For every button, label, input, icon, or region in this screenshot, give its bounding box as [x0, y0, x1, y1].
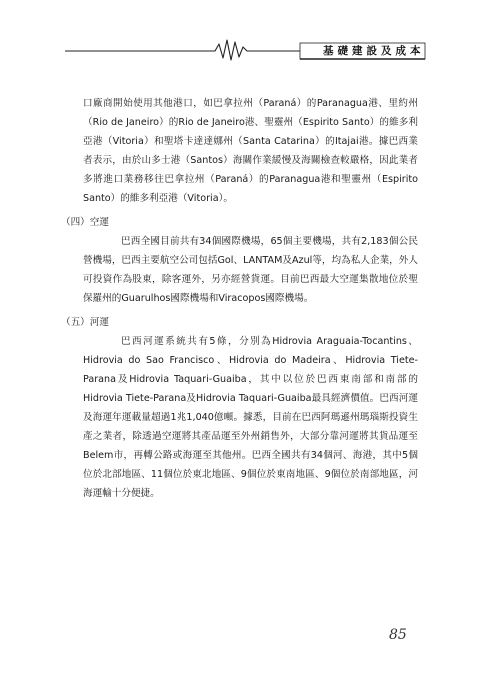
running-header [0, 30, 480, 70]
section-heading-river-transport: （五）河運 [61, 317, 109, 328]
chapter-title: 基礎建設及成本 [323, 45, 425, 57]
paragraph-river-transport: 巴西河運系統共有5條，分別為Hidrovia Araguaia-Tocantins、Hidrovia do Sao Francisco、Hidrovia do Madeira、Hidrovia Tiete-Parana及Hidrovia Taquari-Guaiba，其中以位於巴西東南部和南部的Hidrovia Tiete-Parana及Hidrovia Taquari-Guaiba最具經濟價值。巴西河運及海運年運載量超過1兆1,040億噸。據悉，目前在巴西阿瑪遜州瑪瑙斯投資生產之業者，除透過空運將其產品運至外州銷售外，大部分靠河運將其貨品運至Belem市，再轉公路或海運至其他州。巴西全國共有34個河、海港，其中5個位於北部地區、11個位於東北地區、9個位於東南地區、9個位於南部地區，河海運輸十分便捷。 [83, 336, 418, 499]
paragraph-air-transport: 巴西全國目前共有34個國際機場，65個主要機場，共有2,183個公民營機場，巴西主要航空公司包括Gol、LANTAM及Azul等，均為私人企業，外人可投資作為股東，除客運外，另亦經營貨運。目前巴西最大空運集散地位於聖保羅州的Guarulhos國際機場和Viracopos國際機場。 [83, 236, 418, 304]
section-heading-air-transport: （四）空運 [61, 217, 109, 228]
page-number: 85 [389, 627, 407, 643]
paragraph-ports-continued: 口廠商開始使用其他港口，如巴拿拉州（Paraná）的Paranagua港、里約州（Rio de Janeiro）的Rio de Janeiro港、聖靈州（Espirito Santo）的維多利亞港（Vitoria）和聖塔卡達達娜州（Santa Catarina）的Itajai港。據巴西業者表示，由於山多士港（Santos）海關作業緩慢及海關檢查較嚴格，因此業者多將進口業務移往巴拿拉州（Paraná）的Paranagua港和聖靈州（Espirito Santo）的維多利亞港（Vitoria）。 [83, 98, 418, 204]
main-text [61, 94, 418, 503]
